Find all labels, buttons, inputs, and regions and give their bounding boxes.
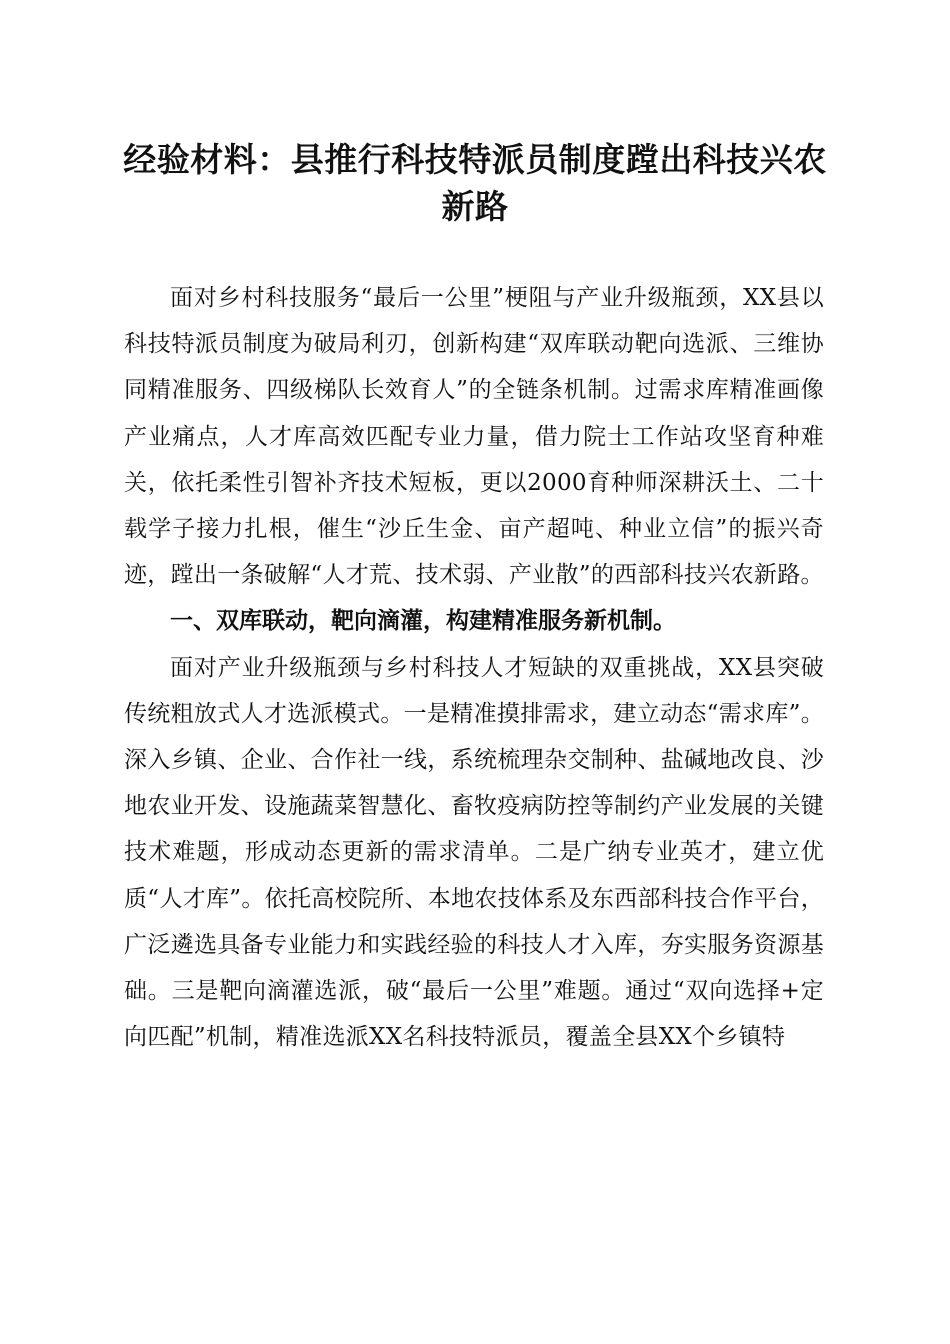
intro-paragraph: 面对乡村科技服务“最后一公里”梗阻与产业升级瓶颈，XX县以科技特派员制度为破局利刃，创新构建“双库联动靶向选派、三维协同精准服务、四级梯队长效育人”的全链条机制。过需求库精准画像产业痛点，人才库高效匹配专业力量，借力院士工作站攻坚育种难关，依托柔性引智补齐技术短板，更以2000育种师深耕沃土、二十载学子接力扎根，催生“沙丘生金、亩产超吨、种业立信”的振兴奇迹，蹚出一条破解“人才荒、技术弱、产业散”的西部科技兴农新路。: [124, 285, 824, 589]
section-paragraph: 面对产业升级瓶颈与乡村科技人才短缺的双重挑战，XX县突破传统粗放式人才选派模式。一是精准摸排需求，建立动态“需求库”。深入乡镇、企业、合作社一线，系统梳理杂交制种、盐碱地改良、沙地农业开发、设施蔬菜智慧化、畜牧疫病防控等制约产业发展的关键技术难题，形成动态更新的需求清单。二是广纳专业英才，建立优质“人才库”。依托高校院所、本地农技体系及东西部科技合作平台，广泛遴选具备专业能力和实践经验的科技人才入库，夯实服务资源基础。三是靶向滴灌选派，破“最后一公里”难题。通过“双向选择+定向匹配”机制，精准选派XX名科技特派员，覆盖全县XX个乡镇特: [124, 654, 824, 1051]
section-heading: 一、双库联动，靶向滴灌，构建精准服务新机制。: [170, 608, 676, 635]
document-body: [124, 275, 824, 1060]
document-title: 经验材料：县推行科技特派员制度蹚出科技兴农新路: [123, 140, 827, 226]
